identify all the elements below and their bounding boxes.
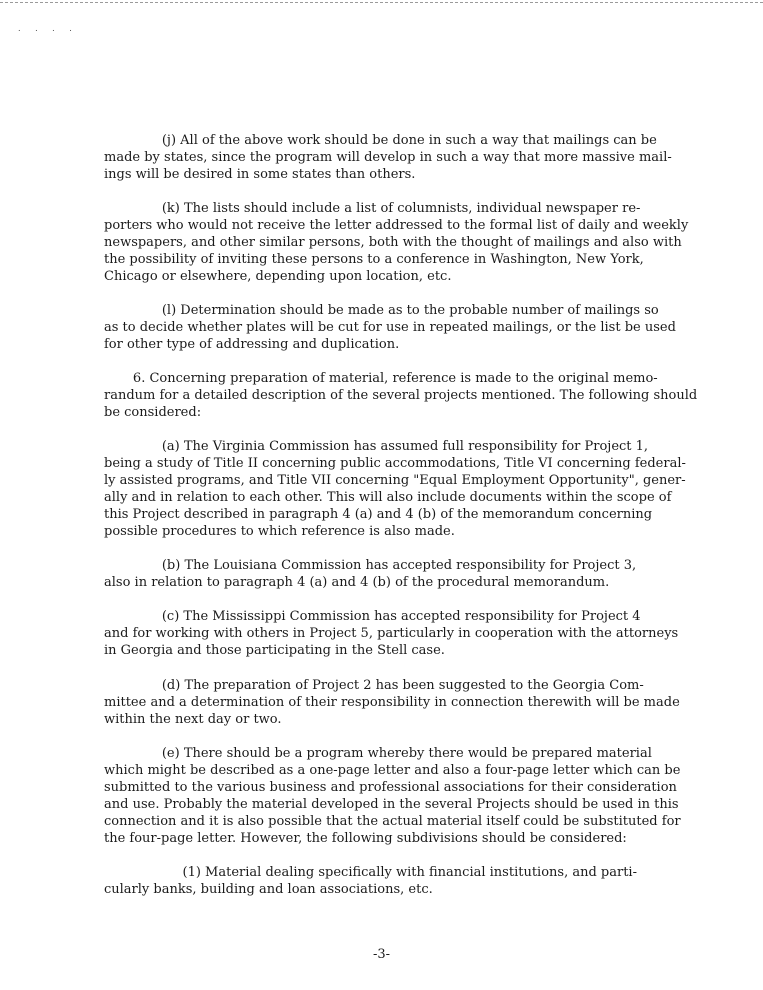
paragraph-b <box>104 557 704 591</box>
paragraph-line: and use. Probably the material developed in the several Projects should be used in this <box>104 797 679 812</box>
paragraph-l <box>104 302 704 353</box>
paragraph-line: made by states, since the program will develop in such a way that more massive mail- <box>104 150 672 165</box>
paragraph-e <box>104 745 704 847</box>
paragraph-line: (j) All of the above work should be done in such a way that mailings can be <box>104 133 657 148</box>
paragraph-k <box>104 200 704 285</box>
paragraph-line: in Georgia and those participating in the Stell case. <box>104 643 445 658</box>
paragraph-line: (d) The preparation of Project 2 has been suggested to the Georgia Com- <box>104 678 644 693</box>
paragraph-line: be considered: <box>104 405 202 420</box>
page-number: -3- <box>372 947 391 962</box>
paragraph-line: ally and in relation to each other. This will also include documents within the scope of <box>104 490 672 505</box>
paragraph-line: (c) The Mississippi Commission has accepted responsibility for Project 4 <box>104 609 641 624</box>
paragraph-line: possible procedures to which reference is also made. <box>104 524 455 539</box>
paragraph-line: (a) The Virginia Commission has assumed full responsibility for Project 1, <box>104 439 649 454</box>
paragraph-line: ings will be desired in some states than others. <box>104 167 416 182</box>
paragraph-line: (1) Material dealing specifically with financial institutions, and parti- <box>104 865 637 880</box>
paragraph-a <box>104 438 704 540</box>
paragraph-line: cularly banks, building and loan associations, etc. <box>104 882 433 897</box>
paragraph-line: porters who would not receive the letter addressed to the formal list of daily and weekly <box>104 218 689 233</box>
paragraph-line: the possibility of inviting these persons to a conference in Washington, New York, <box>104 252 644 267</box>
paragraph-line: 6. Concerning preparation of material, reference is made to the original memo- <box>104 371 658 386</box>
paragraph-line: submitted to the various business and professional associations for their consideration <box>104 780 677 795</box>
paragraph-line: (k) The lists should include a list of columnists, individual newspaper re- <box>104 201 641 216</box>
paragraph-line: for other type of addressing and duplication. <box>104 337 400 352</box>
paragraph-six <box>104 370 704 421</box>
paragraph-one <box>104 864 704 898</box>
paragraph-line: (e) There should be a program whereby there would be prepared material <box>104 746 652 761</box>
paragraph-line: also in relation to paragraph 4 (a) and 4 (b) of the procedural memorandum. <box>104 575 610 590</box>
paragraph-line: (l) Determination should be made as to the probable number of mailings so <box>104 303 659 318</box>
corner-marks: . . . . <box>18 24 78 33</box>
paragraph-c <box>104 608 704 659</box>
paragraph-line: mittee and a determination of their responsibility in connection therewith will be made <box>104 695 680 710</box>
paragraph-line: being a study of Title II concerning public accommodations, Title VI concerning federal- <box>104 456 686 471</box>
paragraph-line: ly assisted programs, and Title VII concerning "Equal Employment Opportunity", gener- <box>104 473 686 488</box>
paragraph-line: as to decide whether plates will be cut for use in repeated mailings, or the list be used <box>104 320 676 335</box>
paragraph-line: (b) The Louisiana Commission has accepted responsibility for Project 3, <box>104 558 637 573</box>
paragraph-line: within the next day or two. <box>104 712 282 727</box>
paragraph-line: newspapers, and other similar persons, both with the thought of mailings and also with <box>104 235 682 250</box>
paragraph-line: and for working with others in Project 5, particularly in cooperation with the attorneys <box>104 626 679 641</box>
paragraph-line: the four-page letter. However, the following subdivisions should be considered: <box>104 831 627 846</box>
top-edge-rule <box>0 2 763 3</box>
paragraph-j <box>104 132 704 183</box>
paragraph-line: this Project described in paragraph 4 (a) and 4 (b) of the memorandum concerning <box>104 507 653 522</box>
paragraph-line: which might be described as a one-page letter and also a four-page letter which can be <box>104 763 681 778</box>
paragraph-line: connection and it is also possible that the actual material itself could be substituted for <box>104 814 681 829</box>
paragraph-line: Chicago or elsewhere, depending upon location, etc. <box>104 269 452 284</box>
paragraph-d <box>104 677 704 728</box>
paragraph-line: randum for a detailed description of the several projects mentioned. The following should <box>104 388 698 403</box>
